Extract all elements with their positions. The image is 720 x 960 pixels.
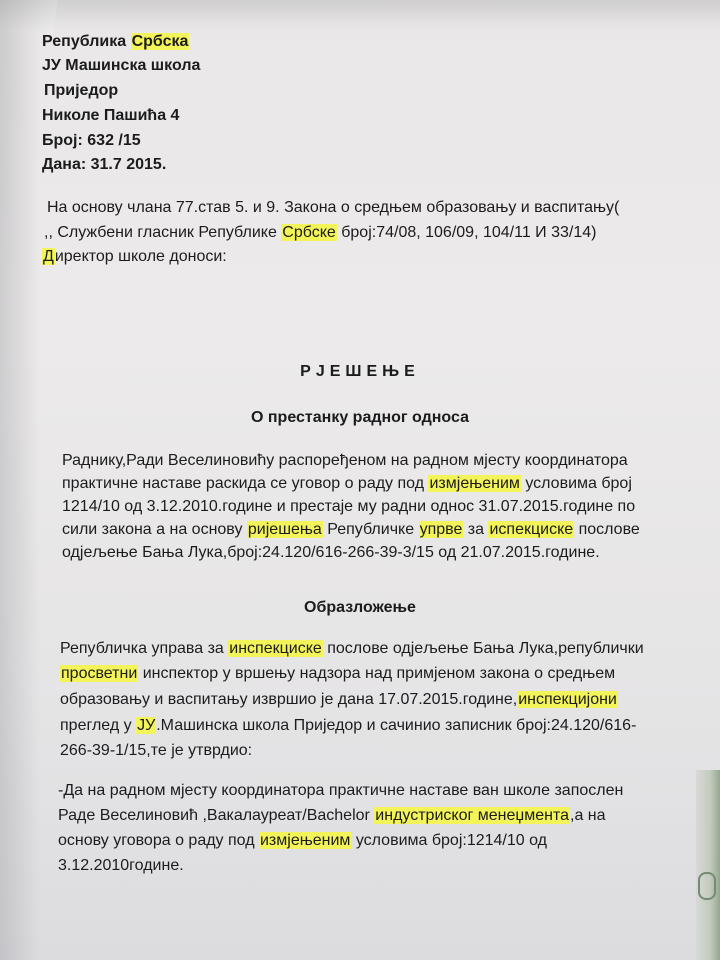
decision-line-4-e: за — [463, 521, 489, 538]
header-republic-a: Република — [42, 33, 131, 50]
decision-title: РЈЕШЕЊЕ — [300, 363, 420, 380]
finding-line-2 — [58, 806, 606, 826]
decision-line-4-g: послове — [574, 521, 640, 538]
reasoning-line-1 — [60, 639, 644, 659]
header-date: Дана: 31.7 2015. — [42, 156, 167, 173]
intro-line-3-highlight: Д — [43, 248, 54, 265]
finding-line-2-highlight: индустриског менеџмента — [375, 807, 569, 824]
decision-subtitle: О престанку радног односа — [251, 409, 469, 426]
clip-ring — [698, 872, 716, 900]
page-shadow-top — [0, 0, 720, 30]
decision-line-4-highlight-3: испекциске — [489, 521, 574, 538]
reasoning-line-4-a: преглед у — [60, 717, 137, 734]
reasoning-line-4-c: .Машинска школа Приједор и сачинио записник број:24.120/616- — [156, 717, 637, 734]
intro-line-2-highlight: Србске — [282, 224, 336, 241]
reasoning-line-1-a: Републичка управа за — [60, 640, 229, 657]
finding-line-2-c: ,а на — [570, 807, 606, 824]
intro-line-3 — [42, 247, 227, 267]
binder-clip — [696, 770, 720, 960]
decision-line-5: одјељење Бања Лука,број:24.120/616-266-39-3/15 од 21.07.2015.године. — [62, 544, 600, 561]
intro-line-3-b: иректор школе доноси: — [54, 248, 227, 265]
header-address: Николе Пашића 4 — [42, 107, 180, 124]
finding-line-1: -Да на радном мјесту координатора практичне наставе ван школе запослен — [58, 782, 624, 799]
decision-line-4-highlight-1: ријешења — [247, 521, 322, 538]
finding-line-2-a: Раде Веселиновић ,Вакалауреат/Bachelor — [58, 807, 375, 824]
page-shadow-left — [0, 0, 40, 960]
header-city: Приједор — [44, 82, 119, 99]
reasoning-line-3-a: образовању и васпитању извршио је дана 17.07.2015.године, — [60, 691, 518, 708]
reasoning-line-2-highlight: просветни — [61, 665, 138, 682]
finding-line-3 — [58, 831, 547, 851]
reasoning-line-2 — [60, 664, 615, 684]
reasoning-line-4-highlight: ЈУ — [137, 717, 156, 734]
finding-line-3-highlight: измјењеним — [259, 832, 351, 849]
intro-line-2-c: број:74/08, 106/09, 104/11 И 33/14) — [336, 224, 597, 241]
finding-line-3-a: основу уговора о раду под — [58, 832, 259, 849]
decision-line-4-c: Републичке — [322, 521, 419, 538]
reasoning-title: Образложење — [304, 599, 416, 616]
header-republic — [42, 32, 189, 52]
finding-line-3-c: условима број:1214/10 од — [351, 832, 547, 849]
reasoning-line-1-highlight: инспекциске — [229, 640, 322, 657]
header-republic-highlight: Србска — [131, 33, 189, 50]
reasoning-line-1-c: послове одјељење Бања Лука,републички — [322, 640, 644, 657]
intro-line-2 — [44, 223, 596, 243]
reasoning-line-4 — [60, 716, 636, 736]
decision-line-3: 1214/10 од 3.12.2010.године и престаје му радни однос 31.07.2015.године по — [62, 498, 636, 515]
reasoning-line-5: 266-39-1/15,те је утврдио: — [60, 742, 253, 759]
decision-line-2-a: практичне наставе раскида се уговор о раду под — [62, 475, 429, 492]
reasoning-line-2-b: инспектор у вршењу надзора над примјеном закона о средњем — [138, 665, 616, 682]
decision-line-2-c: условима број — [520, 475, 632, 492]
decision-line-1: Раднику,Ради Веселиновићу распоређеном на радном мјесту координатора — [62, 452, 628, 469]
decision-line-4-highlight-2: упрве — [419, 521, 463, 538]
finding-line-4: 3.12.2010године. — [58, 857, 184, 874]
intro-line-1: На основу члана 77.став 5. и 9. Закона о средњем образовању и васпитању( — [47, 199, 620, 216]
decision-line-2-highlight: измјењеним — [429, 475, 520, 492]
header-number: Број: 632 /15 — [42, 132, 141, 149]
decision-line-4 — [62, 520, 640, 540]
intro-line-2-a: ,, Службени гласник Републике — [44, 224, 282, 241]
reasoning-line-3-highlight: инспекцијони — [518, 691, 617, 708]
header-school: ЈУ Машинска школа — [42, 57, 201, 74]
reasoning-line-3 — [60, 690, 618, 710]
decision-line-2 — [62, 474, 632, 494]
decision-line-4-a: сили закона а на основу — [62, 521, 247, 538]
